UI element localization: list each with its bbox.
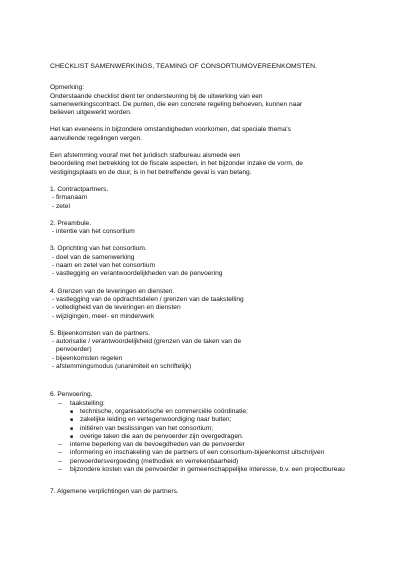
square-bullet-icon: ■ <box>70 417 74 424</box>
checklist-items <box>50 338 265 371</box>
section-title: 2. Preambule. <box>50 219 92 227</box>
section-title: 6. Penvoering. <box>50 391 93 399</box>
list-item: – informering en inschakeling van de partners of een consortium-bijeenkomst uitschrijven <box>58 449 325 457</box>
section-verplichtingen <box>50 488 373 496</box>
list-item: - intentie van het consortium <box>52 228 135 236</box>
list-item: - naam en zetel van het consortium <box>52 262 155 270</box>
checklist-items <box>50 194 373 211</box>
checklist-items <box>50 228 373 236</box>
checklist-items <box>50 400 345 408</box>
checklist-items <box>50 254 373 279</box>
intro-line: aanvullende regelingen vergen. <box>50 134 143 142</box>
list-item: - zetel <box>52 202 70 210</box>
document-title: CHECKLIST SAMENWERKINGS, TEAMING OF CONSORTIUMOVEREENKOMSTEN. <box>50 63 318 70</box>
taakstelling-bullets <box>70 408 345 441</box>
checklist-items <box>50 296 280 321</box>
square-bullet-icon: ■ <box>70 425 74 432</box>
section-title: 4. Grenzen van de leveringen en diensten. <box>50 287 175 295</box>
list-item: - volledigheid van de leveringen en diensten <box>52 304 181 312</box>
section-oprichting <box>50 245 373 278</box>
list-item: ■ overige taken die aan de penvoerder zijn overgedragen. <box>70 432 244 440</box>
list-item: - autorisatie / verantwoordelijkheid (grenzen van de taken van de penvoerder) <box>52 338 242 354</box>
section-penvoering <box>50 391 373 474</box>
intro-line: Opmerking: <box>50 84 85 92</box>
list-item: ■ zakelijke leiding en vertegenwoordiging naar buiten; <box>70 416 232 424</box>
list-item: - vastlegging en verantwoordelijkheden van de penvoering <box>52 270 223 278</box>
intro-line: beoordeling met betrekking tot de fiscale aspecten, in het bijzonder inzake de vorm, de <box>50 160 303 168</box>
intro-line: vestigingsplaats en de duur, is in het betreffende geval is van belang. <box>50 168 252 176</box>
intro-line: Een afstemming vooraf met het juridisch stafbureau alsmede een <box>50 152 241 160</box>
section-title: 5. Bijeenkomsten van de partners. <box>50 329 151 337</box>
intro-line: Onderstaande checklist dient ter ondersteuning bij de uitwerking van een <box>50 92 263 100</box>
section-title: 7. Algemene verplichtingen van de partners. <box>50 488 179 496</box>
section-title: 1. Contractpartners. <box>50 185 109 193</box>
square-bullet-icon: ■ <box>70 433 74 440</box>
list-item: ■ technische, organisatorische en commerciële coördinatie; <box>70 407 248 415</box>
intro-line: Het kan eveneens in bijzondere omstandigheden voorkomen, dat speciale thema's <box>50 126 291 134</box>
intro-legal-paragraph <box>50 152 373 177</box>
square-bullet-icon: ■ <box>70 408 74 415</box>
intro-remark-paragraph <box>50 84 373 117</box>
list-item: – taakstelling: <box>58 399 105 407</box>
intro-special-themes-paragraph <box>50 126 373 143</box>
intro-line: believen uitgewerkt worden. <box>50 109 132 117</box>
checklist-items <box>50 441 345 474</box>
list-item: – bijzondere kosten van de penvoerder in gemeenschappelijke interesse, b.v. een projectbureau <box>58 465 345 473</box>
section-bijeenkomsten <box>50 330 373 371</box>
list-item: – interne beperking van de bevoegdheden van de penvoerder <box>58 441 245 449</box>
section-contractpartners <box>50 186 373 211</box>
list-item: - firmanaam <box>52 194 88 202</box>
list-item: - afstemmingsmodus (unanimiteit en schriftelijk) <box>52 363 192 371</box>
list-item: - doel van de samenwerking <box>52 253 135 261</box>
section-grenzen <box>50 288 373 321</box>
section-title: 3. Oprichting van het consortium. <box>50 245 147 253</box>
list-item: – penvoerdersvergoeding (methodiek en verrekenbaarheid) <box>58 457 239 465</box>
list-item: - bijeenkomsten regelen <box>52 354 123 362</box>
list-item: ■ initiëren van beslissingen van het consortium; <box>70 424 214 432</box>
list-item: - wijzigingen, meer- en minderwerk <box>52 312 155 320</box>
intro-line: samenwerkingscontract. De punten, die een concrete regeling behoeven, kunnen naar <box>50 100 303 108</box>
section-preambule <box>50 220 373 237</box>
list-item: - vastlegging van de opdrachtsdelen / grenzen van de taakstelling <box>52 295 244 303</box>
